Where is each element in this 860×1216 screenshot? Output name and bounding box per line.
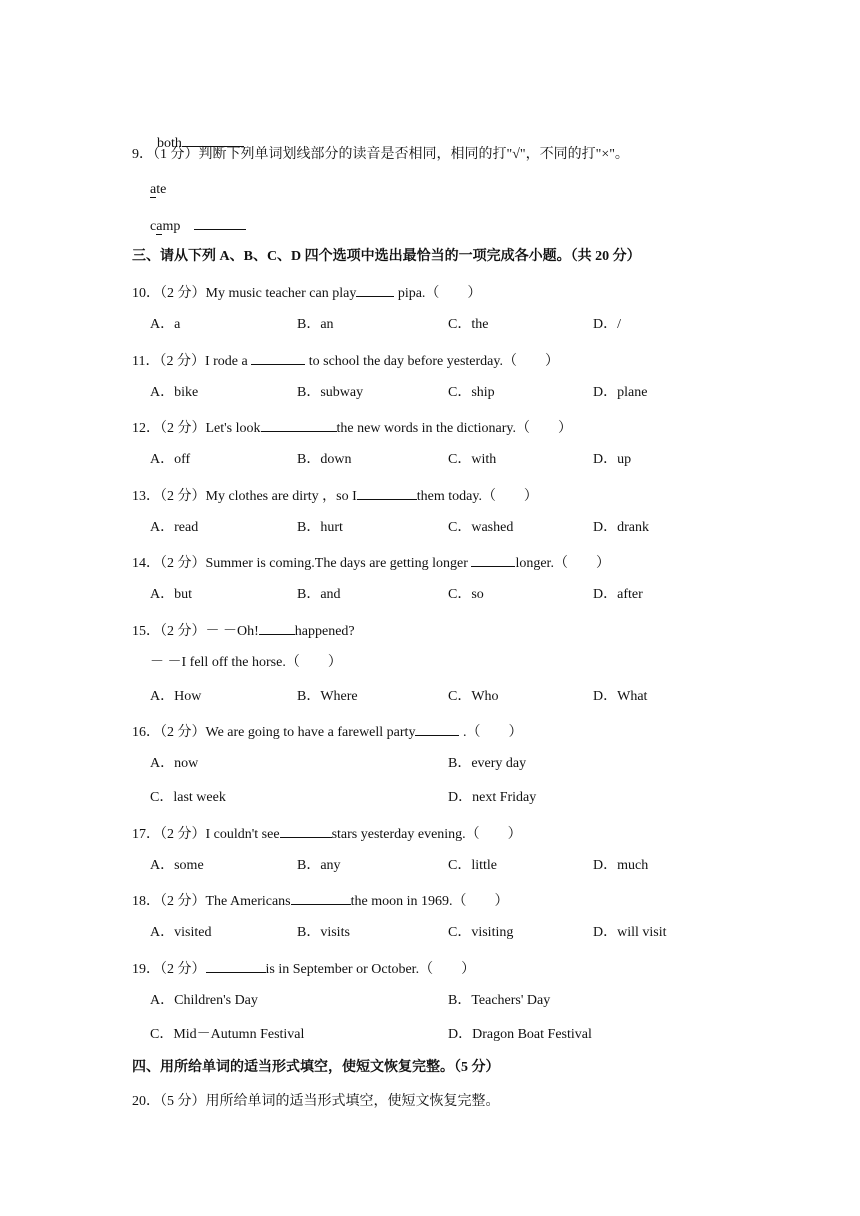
question-20: 20．（5 分）用所给单词的适当形式填空，使短文恢复完整。 — [132, 1094, 500, 1109]
option-a[interactable]: A．but — [150, 587, 192, 602]
option-d[interactable]: D．drank — [593, 520, 649, 535]
option-b[interactable]: B．and — [297, 587, 341, 602]
option-c[interactable]: C．with — [448, 452, 497, 467]
stem-a: 12．（2 分）Let's look — [132, 421, 261, 436]
question-10 — [132, 282, 481, 303]
option-d[interactable]: D．Dragon Boat Festival — [448, 1027, 592, 1042]
option-b[interactable]: B．subway — [297, 385, 364, 400]
option-a[interactable]: A．visited — [150, 925, 212, 940]
answer-blank[interactable] — [259, 620, 295, 635]
stem-b: them today.（ ） — [416, 489, 538, 504]
option-d[interactable]: D．next Friday — [448, 790, 537, 805]
option-b[interactable]: B．visits — [297, 925, 350, 940]
question-15 — [132, 620, 355, 641]
option-a[interactable]: A．a — [150, 317, 181, 332]
option-b[interactable]: B．any — [297, 858, 341, 873]
stem-a: 13．（2 分）My clothes are dirty ，so I — [132, 489, 357, 504]
stem-b: stars yesterday evening.（ ） — [331, 827, 522, 842]
option-a[interactable]: A．now — [150, 756, 199, 771]
option-d[interactable]: D．up — [593, 452, 632, 467]
option-b[interactable]: B．hurt — [297, 520, 343, 535]
question-19 — [132, 958, 475, 979]
answer-blank[interactable] — [357, 485, 417, 500]
option-c[interactable]: C．Mid－Autumn Festival — [150, 1027, 305, 1042]
option-c[interactable]: C．little — [448, 858, 497, 873]
answer-blank[interactable] — [471, 552, 515, 567]
question-18 — [132, 890, 509, 911]
option-b[interactable]: B．Teachers' Day — [448, 993, 551, 1008]
option-b[interactable]: B．an — [297, 317, 334, 332]
answer-blank[interactable] — [261, 417, 337, 432]
answer-blank[interactable] — [194, 215, 246, 230]
stem-b: is in September or October.（ ） — [265, 962, 476, 977]
stem-b: .（ ） — [459, 725, 523, 740]
answer-blank[interactable] — [182, 132, 244, 147]
option-d[interactable]: D．much — [593, 858, 649, 873]
stem-b: longer.（ ） — [515, 556, 610, 571]
stem-b: pipa.（ ） — [394, 286, 482, 301]
option-d[interactable]: D．will visit — [593, 925, 667, 940]
stem-b: the new words in the dictionary.（ ） — [336, 421, 573, 436]
option-d[interactable]: D．What — [593, 689, 648, 704]
option-a[interactable]: A．read — [150, 520, 199, 535]
option-c[interactable]: C．the — [448, 317, 489, 332]
stem-a: 11．（2 分）I rode a — [132, 354, 252, 369]
option-a[interactable]: A．some — [150, 858, 204, 873]
q9-word-2 — [150, 215, 246, 236]
stem-a: 17．（2 分）I couldn't see — [132, 827, 280, 842]
question-17 — [132, 823, 522, 844]
word-rest: mp — [162, 219, 181, 234]
option-b[interactable]: B．Where — [297, 689, 358, 704]
word-pre: c — [150, 219, 157, 234]
option-b[interactable]: B．every day — [448, 756, 527, 771]
option-d[interactable]: D．after — [593, 587, 643, 602]
stem-b: happened? — [294, 624, 355, 639]
answer-blank[interactable] — [280, 823, 332, 838]
stem-a: 19．（2 分） — [132, 962, 206, 977]
option-d[interactable]: D．plane — [593, 385, 648, 400]
option-a[interactable]: A．bike — [150, 385, 199, 400]
option-a[interactable]: A．off — [150, 452, 191, 467]
option-c[interactable]: C．Who — [448, 689, 499, 704]
option-d[interactable]: D．/ — [593, 317, 621, 332]
underlined-letter: a — [150, 182, 157, 197]
q9-stem: 9．（1 分）判断下列单词划线部分的读音是否相同，相同的打"√"，不同的打"×"。 — [132, 147, 629, 162]
answer-blank[interactable] — [206, 958, 266, 973]
question-15-line-2: － －I fell off the horse.（ ） — [150, 655, 342, 670]
option-c[interactable]: C．so — [448, 587, 484, 602]
answer-blank[interactable] — [251, 350, 305, 365]
stem-a: 14．（2 分）Summer is coming.The days are getting longer — [132, 556, 472, 571]
q9-word-1 — [150, 181, 166, 199]
answer-blank[interactable] — [356, 282, 394, 297]
section-3-title: 三、请从下列 A、B、C、D 四个选项中选出最恰当的一项完成各小题。（共 20 分） — [132, 249, 641, 264]
stem-a: 18．（2 分）The Americans — [132, 894, 291, 909]
question-14 — [132, 552, 610, 573]
q8-word: both — [157, 136, 182, 151]
option-b[interactable]: B．down — [297, 452, 352, 467]
answer-blank[interactable] — [291, 890, 351, 905]
stem-a: 10．（2 分）My music teacher can play — [132, 286, 357, 301]
stem-a: 16．（2 分）We are going to have a farewell party — [132, 725, 416, 740]
question-16 — [132, 721, 522, 742]
stem-a: 15．（2 分）－ －Oh! — [132, 624, 259, 639]
word-rest: te — [156, 182, 167, 197]
stem-b: to school the day before yesterday.（ ） — [305, 354, 559, 369]
option-c[interactable]: C．last week — [150, 790, 226, 805]
question-11 — [132, 350, 559, 371]
underlined-letter: a — [156, 219, 163, 234]
option-c[interactable]: C．visiting — [448, 925, 514, 940]
question-12 — [132, 417, 572, 438]
option-a[interactable]: A．How — [150, 689, 202, 704]
option-c[interactable]: C．washed — [448, 520, 514, 535]
question-13 — [132, 485, 538, 506]
answer-blank[interactable] — [415, 721, 459, 736]
option-c[interactable]: C．ship — [448, 385, 495, 400]
section-4-title: 四、用所给单词的适当形式填空，使短文恢复完整。（5 分） — [132, 1060, 500, 1075]
option-a[interactable]: A．Children's Day — [150, 993, 258, 1008]
stem-b: the moon in 1969.（ ） — [350, 894, 509, 909]
